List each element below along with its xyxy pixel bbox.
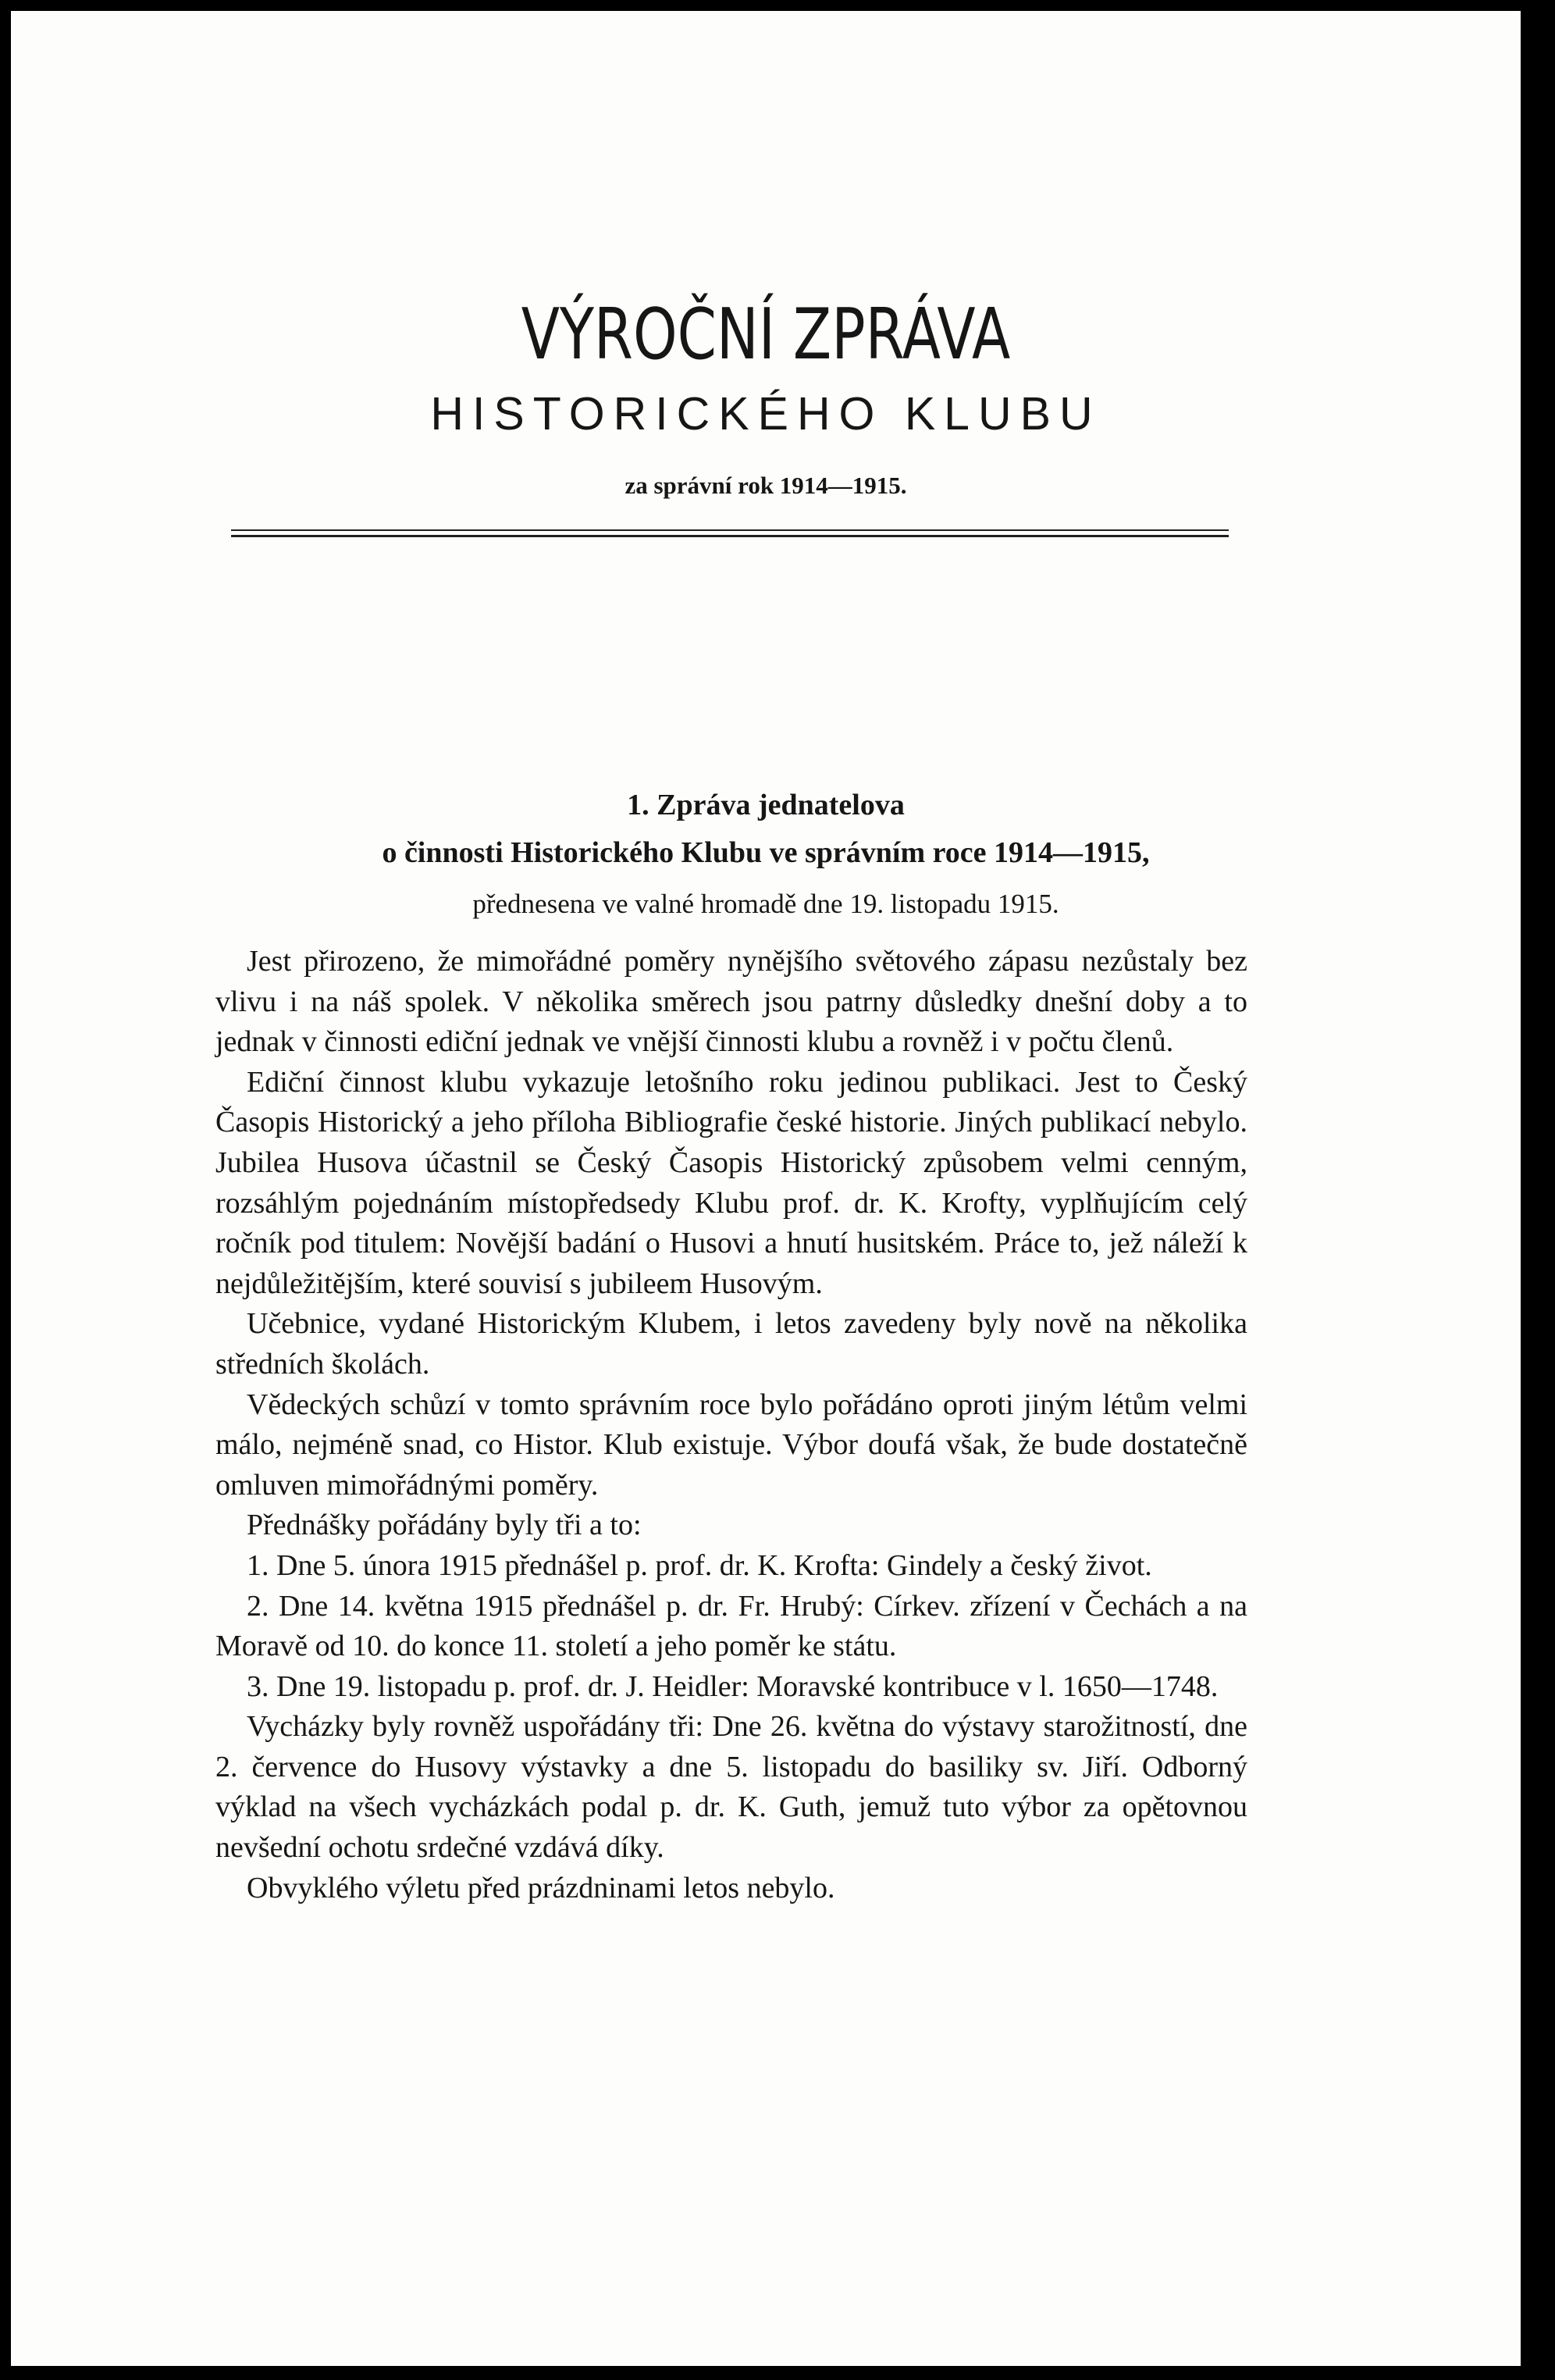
paragraph: Přednášky pořádány byly tři a to:: [247, 1509, 642, 1542]
list-item: 3. Dne 19. listopadu p. prof. dr. J. Heidler: Moravské kontribuce v l. 1650—1748.: [247, 1669, 1219, 1703]
report-body: [215, 942, 1247, 1908]
document-period: za správní rok 1914—1915.: [624, 472, 907, 499]
paragraph: Ediční činnost klubu vykazuje letošního roku jedinou publikaci. Jest to Český Časopis Historický a jeho příloha Bibliografie české historie. Jiných publikací nebylo. Jubilea Husova účastnil se Český Časopis Historický způsobem velmi cenným, rozsáhlým pojednáním místopředsedy Klubu prof. dr. K. Krofty, vyplňujícím celý ročník pod titulem: Novější badání o Husovi a hnutí husitském. Práce to, jež náleží k nejdůležitějším, které souvisí s jubileem Husovým.: [215, 1065, 1247, 1300]
section-subheading: o činnosti Historického Klubu ve správním roce 1914—1915,: [382, 836, 1150, 869]
page-sheet: [11, 11, 1521, 2366]
section-note: přednesena ve valné hromadě dne 19. listopadu 1915.: [472, 889, 1059, 919]
scan-border: [1521, 0, 1555, 2380]
paragraph: Jest přirozeno, že mimořádné poměry nynějšího světového zápasu nezůstaly bez vlivu i na náš spolek. V několika směrech jsou patrny důsledky dnešní doby a to jednak v činnosti ediční jednak ve vnější činnosti klubu a rovněž i v počtu členů.: [215, 945, 1247, 1059]
list-item: 2. Dne 14. května 1915 přednášel p. dr. Fr. Hrubý: Církev. zřízení v Čechách a na Moravě od 10. do konce 11. století a jeho poměr ke státu.: [215, 1589, 1247, 1663]
title-rule-upper: [231, 529, 1229, 531]
title-rule-lower: [231, 535, 1229, 537]
section-heading: 1. Zpráva jednatelova: [627, 789, 905, 821]
paragraph: Vycházky byly rovněž uspořádány tři: Dne 26. května do výstavy starožitností, dne 2. července do Husovy výstavky a dne 5. listopadu do basiliky sv. Jiří. Odborný výklad na všech vycházkách podal p. dr. K. Guth, jemuž tuto výbor za opětovnou nevšední ochotu srdečné vzdává díky.: [215, 1710, 1247, 1865]
paragraph: Vědeckých schůzí v tomto správním roce bylo pořádáno oproti jiným létům velmi málo, nejméně snad, co Histor. Klub existuje. Výbor doufá však, že bude dostatečně omluven mimořádnými poměry.: [215, 1388, 1247, 1502]
paragraph: Obvyklého výletu před prázdninami letos nebylo.: [247, 1871, 835, 1904]
list-item: 1. Dne 5. února 1915 přednášel p. prof. dr. K. Krofta: Gindely a český život.: [247, 1548, 1152, 1582]
document-subtitle: HISTORICKÉHO KLUBU: [430, 388, 1101, 440]
paragraph: Učebnice, vydané Historickým Klubem, i letos zavedeny byly nově na několika středních školách.: [215, 1307, 1247, 1381]
document-title: VÝROČNÍ ZPRÁVA: [521, 294, 1011, 376]
